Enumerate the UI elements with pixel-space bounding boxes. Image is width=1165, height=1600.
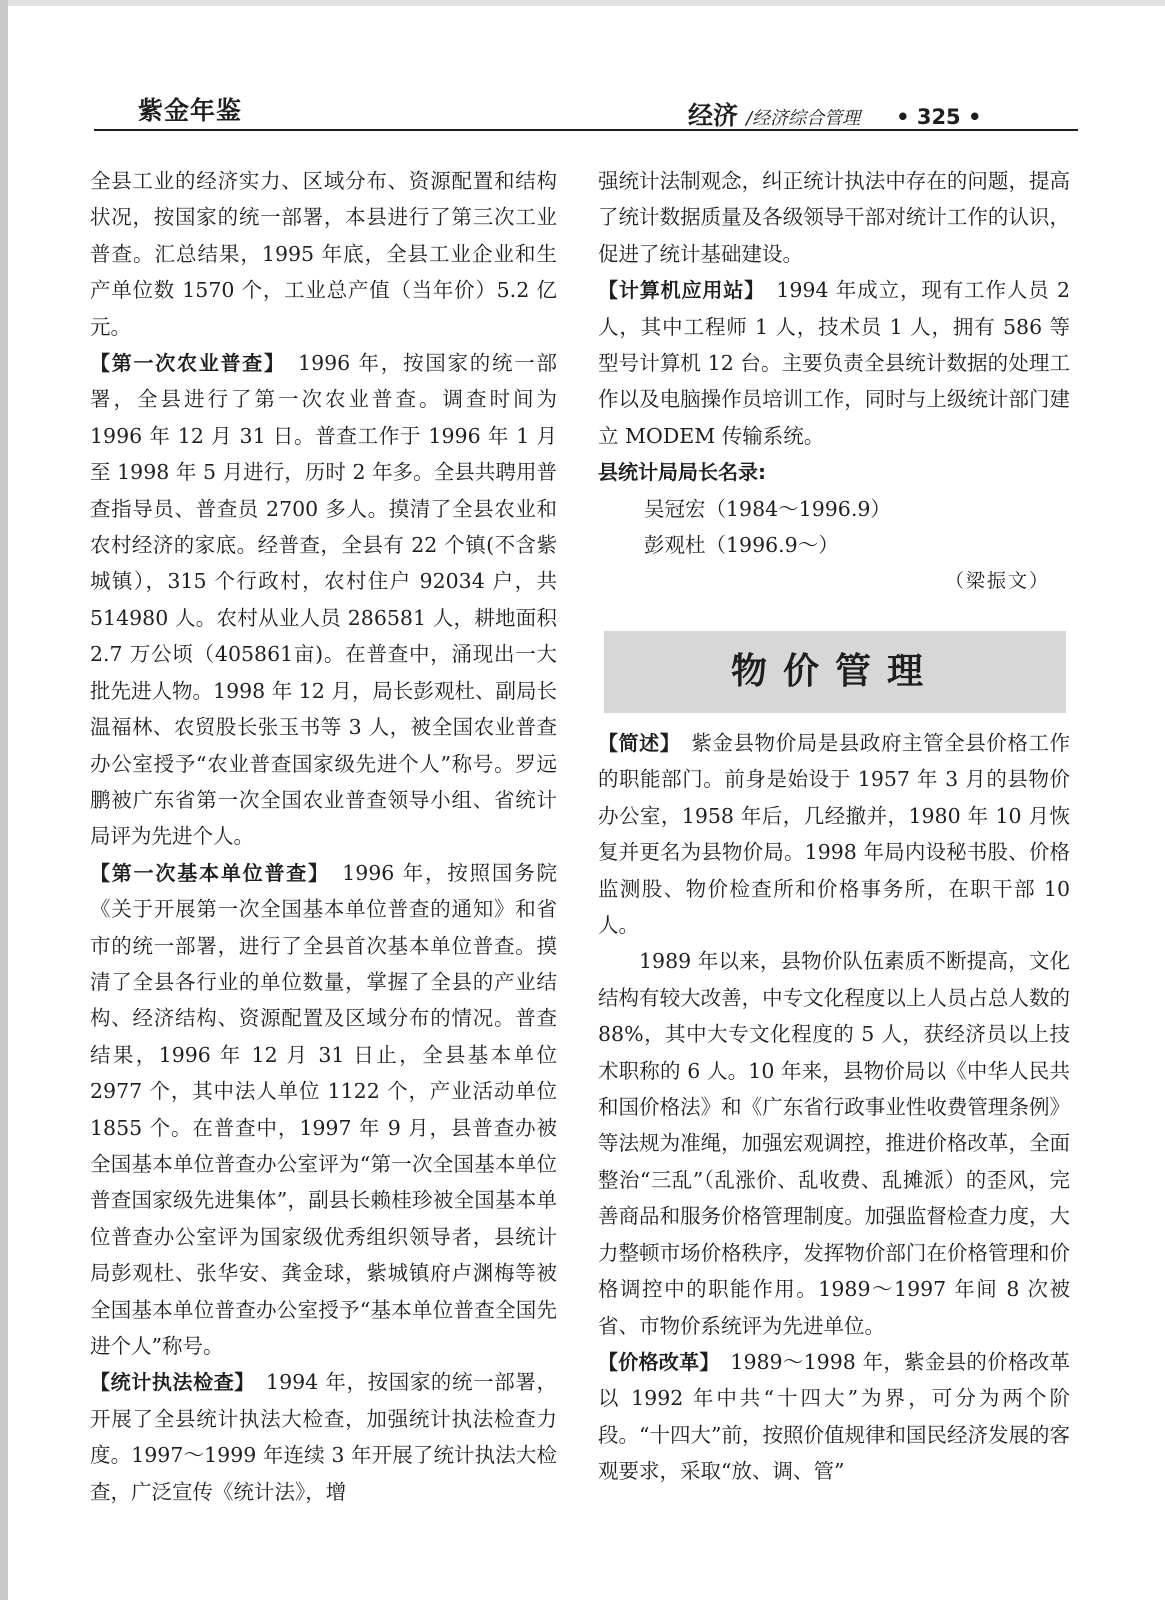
page-left-edge	[0, 0, 8, 1600]
paragraph-heading: 【简述】	[598, 731, 671, 755]
paragraph-heading: 【统计执法检查】	[90, 1370, 245, 1395]
paragraph-text: 1989 年以来，县物价队伍素质不断提高，文化结构有较大改善，中专文化程度以上人员占总人数的 88%，其中大专文化程度的 5 人，获经济员以上技术职称的 6 人。10 年来，县物价局以《中华人民共和国价格法》和《广东省行政事业性收费管理条例》等法规为准绳，加强宏观调控，推进价格改革，全面整治“三乱”（乱涨价、乱收费、乱摊派）的歪风，完善商品和服务价格管理制度。加强监督检查力度，大力整顿市场价格秩序，发挥物价部门在价格管理和价格调控中的职能作用。1989～1997 年间 8 次被省、市物价系统评为先进单位。	[598, 949, 1070, 1338]
header-rule	[94, 129, 1078, 131]
paragraph	[598, 272, 1070, 454]
paragraph-text: 1996 年，按国家的统一部署，全县进行了第一次农业普查。调查时间为 1996 年 12 月 31 日。普查工作于 1996 年 1 月至 1998 年 5 月进行，历时 2 年多。全县共聘用普查指导员、普查员 2700 多人。摸清了全县农业和农村经济的家底。经普查，全县有 22 个镇(不含紫城镇），315 个行政村，农村住户 92034 户，共 514980 人。农村从业人员 286581 人，耕地面积 2.7 万公顷（405861亩)。在普查中，涌现出一大批先进人物。1998 年 12 月，局长彭观杜、副局长温福林、农贸股长张玉书等 3 人，被全国农业普查办公室授予“农业普查国家级先进个人”称号。罗远鹏被广东省第一次全国农业普查领导小组、省统计局评为先进个人。	[90, 351, 558, 849]
right-column-top	[598, 163, 1070, 600]
paragraph	[598, 163, 1070, 272]
section-banner: 物价管理	[604, 631, 1066, 713]
paragraph-text: 强统计法制观念，纠正统计执法中存在的问题，提高了统计数据质量及各级领导干部对统计工作的认识，促进了统计基础建设。	[598, 169, 1070, 266]
paragraph	[90, 163, 557, 345]
paragraph-text: 紫金县物价局是县政府主管全县价格工作的职能部门。前身是始设于 1957 年 3 月的县物价办公室，1958 年后，几经撤并，1980 年 10 月恢复并更名为县物价局。1998 年局内设秘书股、价格监测股、物价检查所和价格事务所，在职干部 10 人。	[598, 731, 1071, 938]
book-title: 紫金年鉴	[138, 96, 243, 125]
director-entry: 彭观杜（1996.9～）	[644, 533, 839, 558]
paragraph-heading: 【计算机应用站】	[598, 278, 755, 303]
paragraph-heading: 【第一次基本单位普查】	[90, 860, 320, 885]
paragraph-text: 全县工业的经济实力、区域分布、资源配置和结构状况，按国家的统一部署，本县进行了第三次工业普查。汇总结果，1995 年底，全县工业企业和生产单位数 1570 个，工业总产值（当年价）5.2 亿元。	[90, 169, 557, 339]
director-entry: 吴冠宏（1984～1996.9）	[644, 496, 891, 521]
left-column	[90, 163, 557, 1510]
paragraph	[90, 345, 557, 855]
author-credit: （梁振文）	[944, 570, 1050, 593]
paragraph-text: 1989～1998 年，紫金县的价格改革以 1992 年中共“十四大”为界，可分为两个阶段。“十四大”前，按照价值规律和国民经济发展的客观要求，采取“放、调、管”	[598, 1349, 1070, 1484]
director-list-title: 县统计局局长名录:	[598, 460, 766, 485]
page-top-edge	[0, 0, 1165, 6]
paragraph	[90, 855, 557, 1365]
running-header	[688, 96, 981, 132]
paragraph	[598, 1344, 1070, 1490]
paragraph	[598, 725, 1070, 943]
page-number: • 325 •	[896, 105, 982, 129]
paragraph-text: 1994 年，按国家的统一部署，开展了全县统计执法大检查，加强统计执法检查力度。1997～1999 年连续 3 年开展了统计执法大检查，广泛宣传《统计法》，增	[90, 1370, 558, 1504]
right-column-bottom	[598, 725, 1070, 1490]
paragraph-text: 1996 年，按照国务院《关于开展第一次全国基本单位普查的通知》和省市的统一部署，进行了全县首次基本单位普查。摸清了全县各行业的单位数量，掌握了全县的产业结构、经济结构、资源配置及区域分布的情况。普查结果，1996 年 12 月 31 日止，全县基本单位 2977 个，其中法人单位 1122 个，产业活动单位 1855 个。在普查中，1997 年 9 月，县普查办被全国基本单位普查办公室评为“第一次全国基本单位普查国家级先进集体”，副县长赖桂珍被全国基本单位普查办公室评为国家级优秀组织领导者，县统计局彭观杜、张华安、龚金球，紫城镇府卢渊梅等被全国基本单位普查办公室授予“基本单位普查全国先进个人”称号。	[90, 860, 558, 1358]
section-title: 经济	[688, 101, 739, 130]
paragraph-heading: 【价格改革】	[598, 1349, 710, 1374]
subsection-title: /经济综合管理	[746, 108, 861, 129]
paragraph	[90, 1364, 557, 1510]
paragraph-text: 1994 年成立，现有工作人员 2 人，其中工程师 1 人，技术员 1 人，拥有 586 等型号计算机 12 台。主要负责全县统计数据的处理工作以及电脑操作员培训工作，同时与上级统计部门建立 MODEM 传输系统。	[598, 278, 1070, 448]
paragraph-heading: 【第一次农业普查】	[90, 351, 276, 376]
paragraph	[598, 943, 1070, 1343]
